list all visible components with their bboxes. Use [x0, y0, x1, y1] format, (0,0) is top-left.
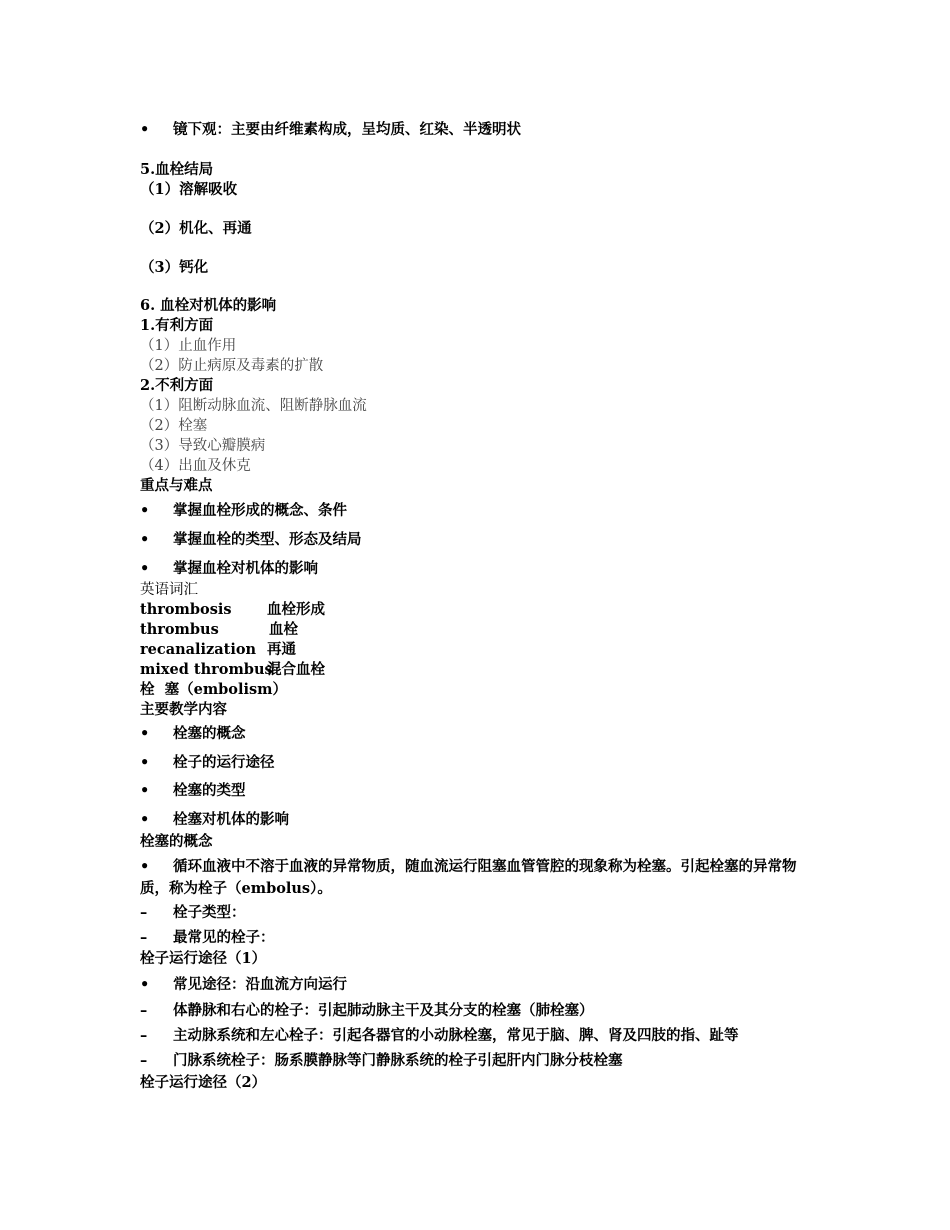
- bullet-dot-icon: •: [140, 502, 150, 519]
- dash-icon: –: [140, 929, 148, 946]
- unfavorable-heading: 2.不利方面: [140, 377, 214, 394]
- route2-heading: 栓子运行途径（2）: [140, 1074, 267, 1091]
- favorable-item: （2）防止病原及毒素的扩散: [140, 358, 324, 374]
- favorable-heading: 1.有利方面: [140, 317, 214, 334]
- vocab-term: mixed thrombus: [140, 661, 273, 678]
- embolism-title: 栓 塞（embolism）: [140, 681, 287, 698]
- vocab-translation: 血栓形成: [267, 601, 325, 618]
- dash-icon: –: [140, 1027, 148, 1044]
- bullet-dot-icon: •: [140, 976, 150, 993]
- bullet-dot-icon: •: [140, 725, 150, 742]
- outcome-heading: 5.血栓结局: [140, 161, 214, 178]
- concept-heading: 栓塞的概念: [140, 833, 213, 850]
- concept-definition: 循环血液中不溶于血液的异常物质，随血流运行阻塞血管管腔的现象称为栓塞。引起栓塞的异常物质，称为栓子（embolus）。: [140, 858, 797, 897]
- outcome-item: （2）机化、再通: [140, 220, 252, 237]
- vocab-term: thrombus: [140, 621, 219, 638]
- outcome-item: （1）溶解吸收: [140, 181, 238, 198]
- microscope-text: 镜下观：主要由纤维素构成，呈均质、红染、半透明状: [173, 121, 521, 138]
- vocab-translation: 血栓: [269, 621, 298, 638]
- dash-icon: –: [140, 1002, 148, 1019]
- bullet-dot-icon: •: [140, 754, 150, 771]
- bullet-dot-icon: •: [140, 531, 150, 548]
- main-content-heading: 主要教学内容: [140, 701, 227, 718]
- unfavorable-item: （3）导致心瓣膜病: [140, 438, 266, 454]
- dash-icon: –: [140, 1052, 148, 1069]
- dash-icon: –: [140, 904, 148, 921]
- vocab-term: thrombosis: [140, 601, 232, 618]
- bullet-dot-icon: •: [140, 811, 150, 828]
- bullet-item: [140, 856, 820, 900]
- bullet-dot-icon: •: [140, 560, 150, 577]
- favorable-item: （1）止血作用: [140, 338, 237, 354]
- unfavorable-item: （4）出血及休克: [140, 458, 251, 474]
- bullet-dot-icon: •: [140, 858, 150, 875]
- vocab-translation: 再通: [267, 641, 296, 658]
- outcome-item: （3）钙化: [140, 259, 209, 276]
- bullet-dot-icon: •: [140, 782, 150, 799]
- unfavorable-item: （1）阻断动脉血流、阻断静脉血流: [140, 398, 367, 414]
- route1-heading: 栓子运行途径（1）: [140, 950, 267, 967]
- unfavorable-item: （2）栓塞: [140, 418, 208, 434]
- key-points-heading: 重点与难点: [140, 477, 213, 494]
- vocab-heading: 英语词汇: [140, 582, 198, 598]
- bullet-dot-icon: •: [140, 121, 150, 138]
- vocab-translation: 混合血栓: [267, 661, 325, 678]
- impact-heading: 6. 血栓对机体的影响: [140, 297, 277, 314]
- vocab-term: recanalization: [140, 641, 257, 658]
